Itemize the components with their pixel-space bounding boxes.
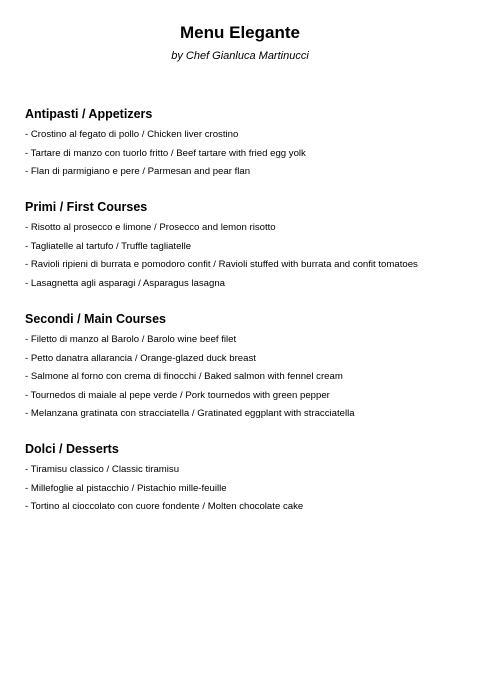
dish-item: - Risotto al prosecco e limone / Prosecco and lemon risotto [25,222,276,233]
dish-item: - Melanzana gratinata con stracciatella / Gratinated eggplant with stracciatella [25,408,355,419]
dish-item: - Crostino al fegato di pollo / Chicken liver crostino [25,129,239,140]
section-antipasti [25,106,465,184]
dish-list [25,463,465,513]
dish-item: - Tortino al cioccolato con cuore fondente / Molten chocolate cake [25,501,304,512]
dish-list [25,221,465,290]
dish-item: - Flan di parmigiano e pere / Parmesan and pear flan [25,166,251,177]
dish-item: - Tiramisu classico / Classic tiramisu [25,464,180,475]
dish-item: - Tournedos di maiale al pepe verde / Pork tournedos with green pepper [25,389,330,401]
section-heading: Primi / First Courses [25,200,148,214]
dish-item: - Salmone al forno con crema di finocchi / Baked salmon with fennel cream [25,371,343,382]
dish-item: - Filetto di manzo al Barolo / Barolo wine beef filet [25,334,237,345]
dish-item: - Petto danatra allarancia / Orange-glazed duck breast [25,352,256,364]
section-primi [25,199,465,295]
dish-list [25,333,465,420]
dish-item: - Tagliatelle al tartufo / Truffle tagliatelle [25,240,192,252]
dish-list [25,128,465,178]
dish-item: - Lasagnetta agli asparagi / Asparagus lasagna [25,277,226,289]
menu-title: Menu Elegante [180,23,300,42]
section-heading: Secondi / Main Courses [25,312,167,326]
section-heading: Antipasti / Appetizers [25,107,153,121]
dish-item: - Ravioli ripieni di burrata e pomodoro confit / Ravioli stuffed with burrata and confit tomatoes [25,259,418,270]
section-heading: Dolci / Desserts [25,442,119,456]
section-secondi [25,311,465,426]
dish-item: - Tartare di manzo con tuorlo fritto / Beef tartare with fried egg yolk [25,147,306,159]
section-dolci [25,441,465,519]
chef-byline: by Chef Gianluca Martinucci [171,50,309,62]
dish-item: - Millefoglie al pistacchio / Pistachio mille-feuille [25,482,227,494]
